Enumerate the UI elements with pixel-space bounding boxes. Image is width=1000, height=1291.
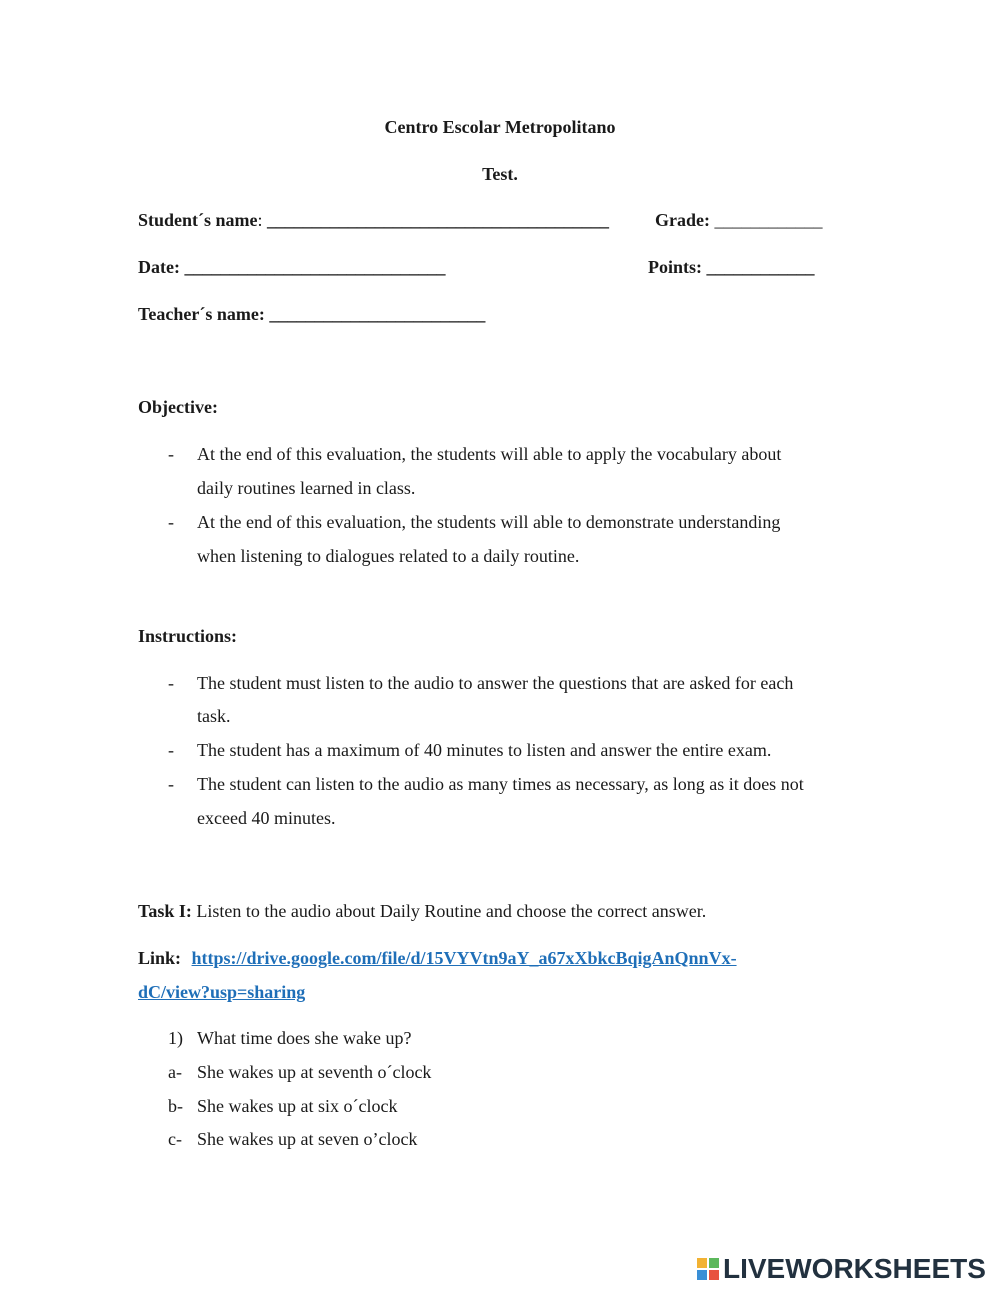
question-text: What time does she wake up? bbox=[197, 1028, 412, 1048]
option-b[interactable]: She wakes up at six o´clock bbox=[197, 1096, 398, 1116]
school-name: Centro Escolar Metropolitano bbox=[384, 117, 616, 137]
points-field bbox=[648, 257, 815, 278]
student-name-blank[interactable]: ______________________________________ bbox=[267, 210, 610, 230]
liveworksheets-icon bbox=[697, 1258, 719, 1280]
points-blank[interactable]: ____________ bbox=[706, 257, 815, 277]
objective-item-2-line2: when listening to dialogues related to a daily routine. bbox=[197, 546, 580, 566]
instruction-item-3-line2: exceed 40 minutes. bbox=[197, 808, 336, 828]
teacher-name-label: Teacher´s name: bbox=[138, 304, 265, 324]
instruction-item-1-line1: The student must listen to the audio to answer the questions that are asked for each bbox=[197, 673, 794, 693]
objective-item-1-line1: At the end of this evaluation, the students will able to apply the vocabulary about bbox=[197, 444, 782, 464]
teacher-name-blank[interactable]: ________________________ bbox=[269, 304, 486, 324]
instruction-item-1-line2: task. bbox=[197, 706, 231, 726]
audio-link-line1[interactable]: https://drive.google.com/file/d/15VYVtn9aY_a67xXbkcBqigAnQnnVx- bbox=[191, 948, 737, 968]
student-name-label: Student´s name bbox=[138, 210, 258, 230]
audio-link-line2[interactable]: dC/view?usp=sharing bbox=[138, 982, 306, 1002]
instruction-dash-1: - bbox=[168, 673, 174, 693]
option-c[interactable]: She wakes up at seven o’clock bbox=[197, 1129, 418, 1149]
instructions-heading: Instructions: bbox=[138, 626, 238, 646]
task1-text: Listen to the audio about Daily Routine and choose the correct answer. bbox=[191, 901, 707, 921]
date-label: Date: bbox=[138, 257, 180, 277]
teacher-name-field bbox=[138, 304, 485, 325]
points-label: Points: bbox=[648, 257, 702, 277]
objective-heading: Objective: bbox=[138, 397, 218, 417]
grade-blank[interactable]: ____________ bbox=[714, 210, 823, 230]
grade-field bbox=[655, 210, 822, 231]
option-marker-b: b- bbox=[168, 1096, 183, 1116]
liveworksheets-logo bbox=[697, 1252, 986, 1286]
test-title: Test. bbox=[482, 164, 518, 184]
student-name-field bbox=[138, 210, 609, 231]
objective-item-1-line2: daily routines learned in class. bbox=[197, 478, 416, 498]
task1-link-row bbox=[138, 948, 737, 969]
date-field bbox=[138, 257, 445, 278]
instruction-dash-2: - bbox=[168, 740, 174, 760]
link-label: Link: bbox=[138, 948, 182, 968]
student-name-colon: : bbox=[257, 210, 263, 230]
liveworksheets-text: LIVEWORKSHEETS bbox=[723, 1253, 986, 1284]
option-marker-c: c- bbox=[168, 1129, 182, 1149]
objective-dash-1: - bbox=[168, 444, 174, 464]
task1-label: Task I: bbox=[138, 901, 192, 921]
grade-label: Grade: bbox=[655, 210, 710, 230]
instruction-item-3-line1: The student can listen to the audio as many times as necessary, as long as it does not bbox=[197, 774, 804, 794]
question-number: 1) bbox=[168, 1028, 183, 1048]
instruction-dash-3: - bbox=[168, 774, 174, 794]
option-marker-a: a- bbox=[168, 1062, 182, 1082]
instruction-item-2-line1: The student has a maximum of 40 minutes to listen and answer the entire exam. bbox=[197, 740, 772, 760]
objective-dash-2: - bbox=[168, 512, 174, 532]
objective-item-2-line1: At the end of this evaluation, the students will able to demonstrate understanding bbox=[197, 512, 781, 532]
option-a[interactable]: She wakes up at seventh o´clock bbox=[197, 1062, 432, 1082]
date-blank[interactable]: _____________________________ bbox=[184, 257, 446, 277]
task1-instruction bbox=[138, 901, 706, 922]
